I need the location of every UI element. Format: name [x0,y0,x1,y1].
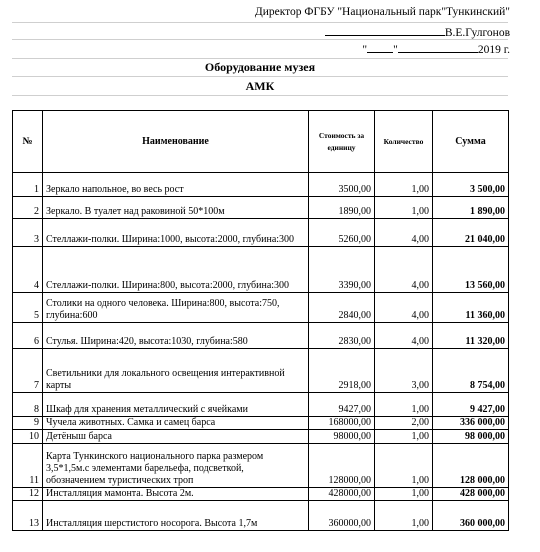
table-row [13,323,509,349]
row-number: 4 [13,247,43,293]
column-header-sum: Сумма [433,111,509,173]
grid-line [12,58,508,59]
item-name: Светильники для локального освещения интерактивной карты [43,349,309,393]
item-name: Детёныш барса [43,430,309,444]
quantity: 1,00 [375,444,433,488]
item-name: Чучела животных. Самка и самец барса [43,417,309,430]
item-name: Карта Тункинского национального парка размером 3,5*1,5м.с элементами барельефа, подсветкой, обозначением туристических троп [43,444,309,488]
grid-line [12,76,508,77]
unit-price: 360000,00 [309,501,375,531]
unit-price: 9427,00 [309,393,375,417]
quantity: 2,00 [375,417,433,430]
line-sum: 21 040,00 [433,219,509,247]
table-row [13,293,509,323]
quantity: 1,00 [375,488,433,501]
table-row [13,488,509,501]
unit-price: 2918,00 [309,349,375,393]
line-sum: 98 000,00 [433,430,509,444]
line-sum: 128 000,00 [433,444,509,488]
table-row [13,173,509,197]
date-close-quote: " [393,44,398,56]
date-open-quote: " [362,44,368,56]
document-title: Оборудование музея [204,60,316,74]
row-number: 12 [13,488,43,501]
row-number: 13 [13,501,43,531]
month-blank [398,41,478,53]
table-row [13,430,509,444]
quantity: 4,00 [375,219,433,247]
item-name: Инсталляция шерстистого носорога. Высота 1,7м [43,501,309,531]
unit-price: 428000,00 [309,488,375,501]
unit-price: 2830,00 [309,323,375,349]
quantity: 4,00 [375,293,433,323]
grid-line [12,39,508,40]
line-sum: 11 320,00 [433,323,509,349]
table-row [13,219,509,247]
quantity: 1,00 [375,393,433,417]
table-row [13,197,509,219]
quantity: 1,00 [375,501,433,531]
equipment-table [12,110,509,531]
item-name: Шкаф для хранения металлический с ячейками [43,393,309,417]
line-sum: 1 890,00 [433,197,509,219]
row-number: 10 [13,430,43,444]
unit-price: 1890,00 [309,197,375,219]
line-sum: 11 360,00 [433,293,509,323]
unit-price: 5260,00 [309,219,375,247]
document-subtitle: АМК [245,79,275,93]
row-number: 9 [13,417,43,430]
row-number: 5 [13,293,43,323]
day-blank [367,41,393,53]
table-row [13,349,509,393]
table-row [13,247,509,293]
quantity: 1,00 [375,430,433,444]
line-sum: 9 427,00 [433,393,509,417]
grid-line [12,95,508,96]
item-name: Столики на одного человека. Ширина:800, высота:750, глубина:600 [43,293,309,323]
quantity: 1,00 [375,197,433,219]
row-number: 3 [13,219,43,247]
line-sum: 360 000,00 [433,501,509,531]
item-name: Зеркало. В туалет над раковиной 50*100м [43,197,309,219]
director-name: В.Е.Гулгонов [444,27,510,39]
signature-blank [325,24,445,36]
row-number: 11 [13,444,43,488]
column-header-name: Наименование [43,111,309,173]
item-name: Инсталляция мамонта. Высота 2м. [43,488,309,501]
table-row [13,444,509,488]
unit-price: 98000,00 [309,430,375,444]
line-sum: 8 754,00 [433,349,509,393]
quantity: 4,00 [375,247,433,293]
column-header-unit-price: Стоимость за единицу [309,111,375,173]
item-name: Стеллажи-полки. Ширина:1000, высота:2000, глубина:300 [43,219,309,247]
row-number: 2 [13,197,43,219]
item-name: Зеркало напольное, во весь рост [43,173,309,197]
approval-signature-line [325,24,510,39]
row-number: 1 [13,173,43,197]
row-number: 6 [13,323,43,349]
grid-line [12,22,508,23]
quantity: 3,00 [375,349,433,393]
table-row [13,393,509,417]
date-year: 2019 г. [477,44,510,56]
table-header-row [13,111,509,173]
quantity: 1,00 [375,173,433,197]
unit-price: 3390,00 [309,247,375,293]
item-name: Стеллажи-полки. Ширина:800, высота:2000, глубина:300 [43,247,309,293]
line-sum: 336 000,00 [433,417,509,430]
unit-price: 3500,00 [309,173,375,197]
line-sum: 13 560,00 [433,247,509,293]
unit-price: 168000,00 [309,417,375,430]
unit-price: 2840,00 [309,293,375,323]
unit-price: 128000,00 [309,444,375,488]
column-header-number: № [13,111,43,173]
line-sum: 3 500,00 [433,173,509,197]
table-row [13,501,509,531]
approval-director-line: Директор ФГБУ "Национальный парк"Тункинский" [254,6,510,18]
approval-date-line [362,41,510,56]
column-header-quantity: Количество [375,111,433,173]
row-number: 7 [13,349,43,393]
row-number: 8 [13,393,43,417]
line-sum: 428 000,00 [433,488,509,501]
item-name: Стулья. Ширина:420, высота:1030, глубина:580 [43,323,309,349]
quantity: 4,00 [375,323,433,349]
table-row [13,417,509,430]
